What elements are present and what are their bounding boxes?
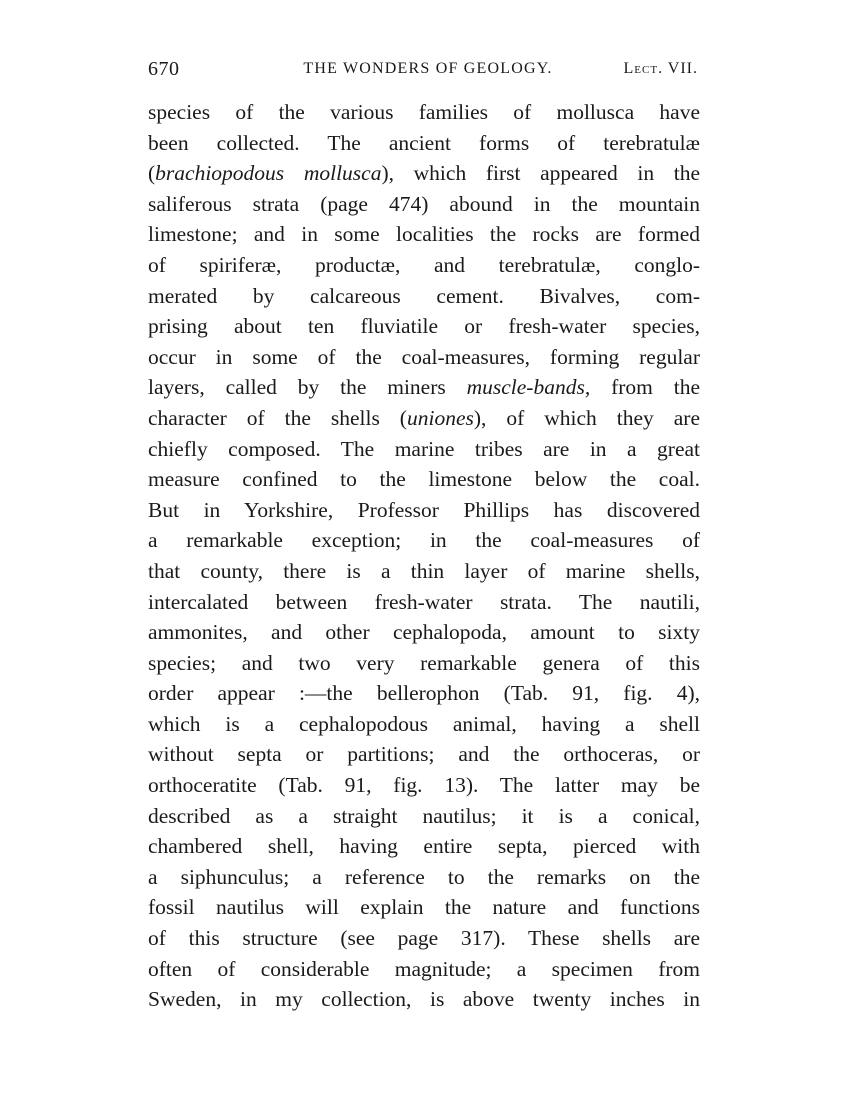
text-run: which is a cephalopodous animal, having a shell — [148, 711, 700, 736]
lecture-label-text: Lect. VII. — [623, 60, 698, 77]
text-run: prising about ten fluviatile or fresh-water species, — [148, 314, 700, 339]
text-line — [148, 434, 700, 465]
text-run: intercalated between fresh-water strata. The nautili, — [148, 589, 700, 614]
text-run: a remarkable exception; in the coal-measures of — [148, 528, 700, 553]
text-line — [148, 158, 700, 189]
text-run: ), which first appeared in the — [381, 161, 701, 186]
text-line — [148, 831, 700, 862]
text-line — [148, 525, 700, 556]
text-line — [148, 617, 700, 648]
running-title: THE WONDERS OF GEOLOGY. — [303, 60, 553, 77]
text-line — [148, 219, 700, 250]
text-run: without septa or partitions; and the orthoceras, or — [148, 742, 700, 767]
page-number: 670 — [148, 58, 180, 80]
text-run: described as a straight nautilus; it is a conical, — [148, 803, 700, 828]
text-line — [148, 128, 700, 159]
text-line — [148, 342, 700, 373]
text-line — [148, 984, 700, 1015]
text-line — [148, 403, 700, 434]
text-line — [148, 648, 700, 679]
text-run: orthoceratite (Tab. 91, fig. 13). The latter may be — [148, 773, 700, 798]
text-run: chiefly composed. The marine tribes are in a great — [148, 436, 700, 461]
text-line — [148, 250, 700, 281]
text-run: merated by calcareous cement. Bivalves, com- — [148, 283, 700, 308]
body-text — [148, 97, 700, 1015]
text-run: chambered shell, having entire septa, pierced with — [148, 834, 700, 859]
text-run: But in Yorkshire, Professor Phillips has discovered — [148, 497, 700, 522]
text-line — [148, 801, 700, 832]
text-run: fossil nautilus will explain the nature and functions — [148, 895, 700, 920]
text-run: from the — [590, 375, 700, 400]
text-line — [148, 97, 700, 128]
italic-text: brachiopodous mollusca — [155, 161, 382, 186]
text-line — [148, 281, 700, 312]
text-run: species; and two very remarkable genera of this — [148, 650, 700, 675]
text-line — [148, 556, 700, 587]
text-run: of this structure (see page 317). These shells are — [148, 926, 700, 951]
text-run: order appear :—the bellerophon (Tab. 91, fig. 4), — [148, 681, 700, 706]
text-line — [148, 739, 700, 770]
text-line — [148, 862, 700, 893]
text-run: layers, called by the miners — [148, 375, 467, 400]
text-line — [148, 372, 700, 403]
text-run: been collected. The ancient forms of terebratulæ — [148, 130, 700, 155]
text-run: a siphunculus; a reference to the remarks on the — [148, 864, 700, 889]
text-run: character of the shells ( — [148, 405, 407, 430]
text-run: often of considerable magnitude; a specimen from — [148, 956, 700, 981]
italic-text: muscle-bands, — [466, 375, 591, 400]
text-run: of spiriferæ, productæ, and terebratulæ, conglo- — [148, 252, 700, 277]
text-line — [148, 587, 700, 618]
running-head — [148, 56, 698, 82]
text-line — [148, 495, 700, 526]
text-run: ammonites, and other cephalopoda, amount to sixty — [148, 620, 700, 645]
text-run: measure confined to the limestone below the coal. — [148, 467, 700, 492]
text-line — [148, 923, 700, 954]
text-run: species of the various families of mollusca have — [148, 100, 700, 124]
text-line — [148, 189, 700, 220]
text-line — [148, 770, 700, 801]
text-line — [148, 892, 700, 923]
text-run: ), of which they are — [473, 405, 700, 430]
text-run: Sweden, in my collection, is above twenty inches in — [148, 987, 700, 1012]
text-run: saliferous strata (page 474) abound in the mountain — [148, 191, 700, 216]
text-line — [148, 709, 700, 740]
text-run: limestone; and in some localities the rocks are formed — [148, 222, 700, 247]
italic-text: uniones — [406, 405, 474, 430]
text-line — [148, 954, 700, 985]
text-line — [148, 678, 700, 709]
lecture-label — [624, 56, 698, 82]
text-line — [148, 464, 700, 495]
text-run: that county, there is a thin layer of marine shells, — [148, 558, 700, 583]
text-line — [148, 311, 700, 342]
text-run: ( — [148, 161, 156, 186]
text-run: occur in some of the coal-measures, forming regular — [148, 344, 700, 369]
